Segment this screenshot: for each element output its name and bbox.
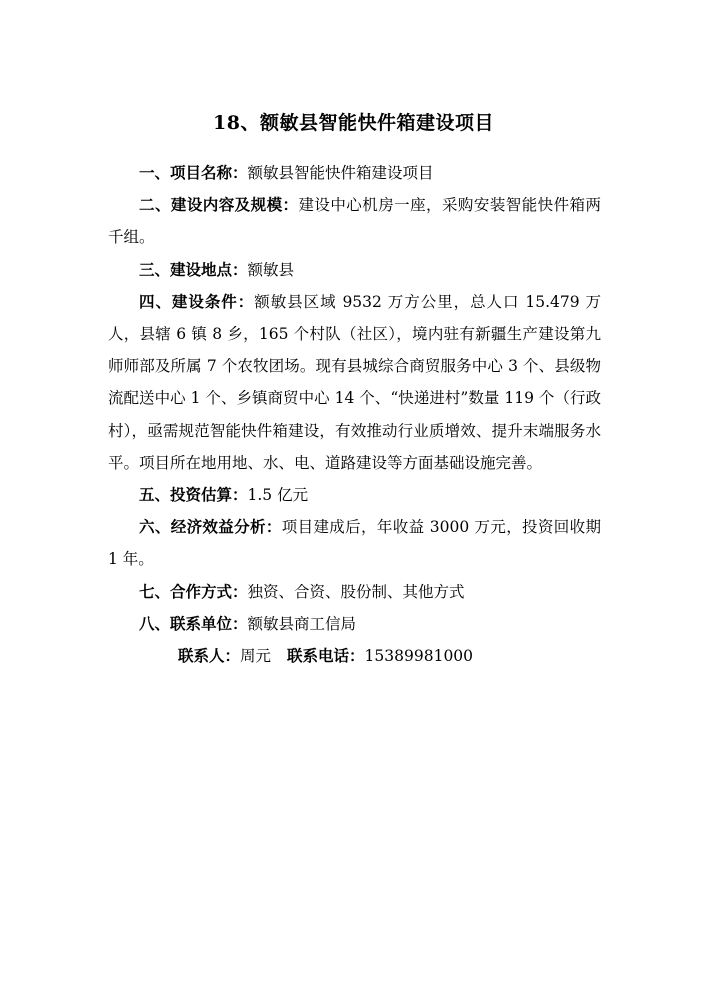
section-text: 额敏县 [247,260,295,279]
section-text: 额敏县区域 9532 万方公里，总人口 15.479 万人，县辖 6 镇 8 乡，165 个村队（社区），境内驻有新疆生产建设第九师师部及所属 7 个农牧团场。现有县城综合商贸服务中心 3 个、县级物流配送中心 1 个、乡镇商贸中心 14 个、“快递进村”数量 119 个（行政村），亟需规范智能快件箱建设，有效推动行业质增效、提升末端服务水平。项目所在地用地、水、电、道路建设等方面基础设施完善。 [108,292,601,472]
page-title: 18、额敏县智能快件箱建设项目 [213,112,494,134]
section-text: 额敏县商工信局 [247,614,357,633]
contact-phone: 15389981000 [364,647,474,666]
section-label: 六、经济效益分析： [139,517,282,537]
section-text: 建设中心机房一座，采购安装智能快件箱两千组。 [108,196,601,247]
section-label: 二、建设内容及规模： [139,195,299,215]
section-project-name [108,157,601,189]
section-label: 三、建设地点： [139,259,248,279]
section-conditions [108,286,601,479]
contact-line [108,640,601,672]
section-label: 一、项目名称： [139,163,248,182]
section-text: 项目建成后，年收益 3000 万元，投资回收期 1 年。 [108,518,601,569]
section-cooperation [108,576,601,608]
section-label: 四、建设条件： [139,291,255,311]
section-contact-unit [108,608,601,640]
contact-phone-label: 联系电话： [287,646,365,666]
section-economic-analysis [108,511,601,575]
section-label: 七、合作方式： [139,581,248,601]
section-investment [108,479,601,511]
section-text: 1.5 亿元 [247,486,309,505]
section-text: 独资、合资、股份制、其他方式 [247,582,465,601]
section-label: 五、投资估算： [139,485,248,505]
contact-person-label: 联系人： [178,646,241,666]
section-label: 八、联系单位： [139,613,248,633]
section-location [108,254,601,286]
section-text: 额敏县智能快件箱建设项目 [247,164,434,182]
document-body [108,157,601,672]
contact-person: 周元 [240,647,272,666]
section-construction-scope [108,189,601,253]
